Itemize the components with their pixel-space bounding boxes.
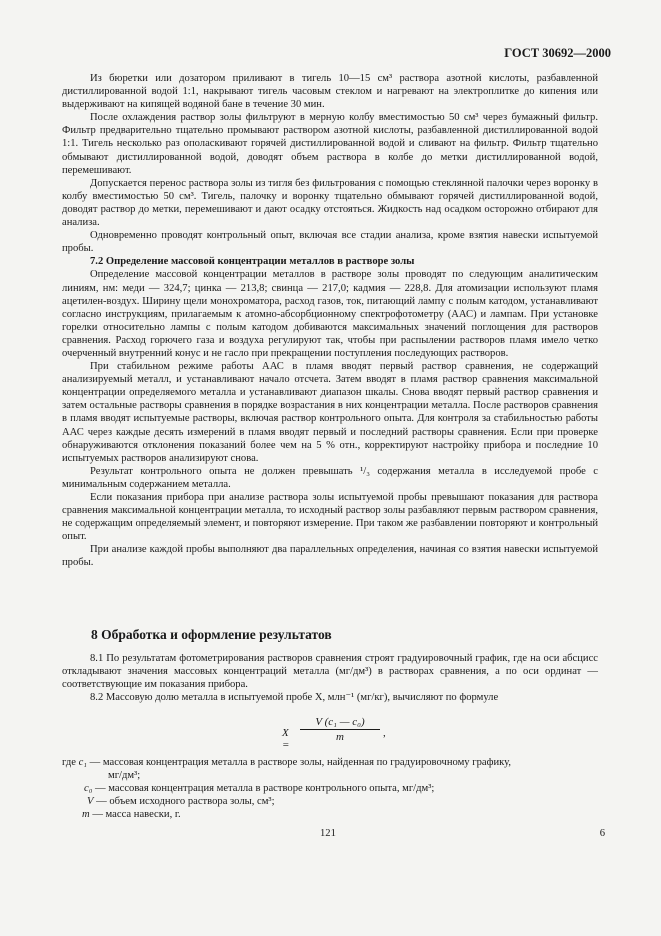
subsection-heading: 7.2 Определение массовой концентрации металлов в растворе золы <box>90 256 415 268</box>
definition-item <box>62 782 602 795</box>
page-number: 121 <box>320 828 336 839</box>
definition-item <box>62 795 602 808</box>
paragraph: Одновременно проводят контрольный опыт, включая все стадии анализа, кроме взятия навески испытуемой пробы. <box>62 230 598 255</box>
formula-numerator: V (c₁ — c₀) <box>300 716 380 730</box>
definition-text: — массовая концентрация металла в растворе контрольного опыта, мг/дм³; <box>95 783 435 795</box>
paragraph: После охлаждения раствор золы фильтруют в мерную колбу вместимостью 50 см³ через бумажный фильтр. Фильтр предварительно тщательно промывают раствором азотной кислоты, разбавленной дистиллированной водой 1:1. Тигель несколько раз ополаскивают горячей дистиллированной водой и сливают на фильтр. Фильтр тщательно обмывают дистиллированной водой, доводят объем раствора в колбе до метки дистиллированной водой, перемешивают. <box>62 112 598 176</box>
body-block-a <box>62 72 598 570</box>
definition-symbol: V <box>87 796 94 808</box>
paragraph: Результат контрольного опыта не должен превышать ¹/₃ содержания металла в исследуемой пробе с минимальным содержанием металла. <box>62 465 598 490</box>
section-title: 8 Обработка и оформление результатов <box>91 627 332 642</box>
paragraph: При анализе каждой пробы выполняют два параллельных определения, начиная со взятия навески испытуемой пробы. <box>62 544 598 569</box>
definition-symbol: c₁ <box>78 757 87 768</box>
definition-prefix: где <box>62 757 76 768</box>
sheet-number: 6 <box>599 828 605 839</box>
paragraph: Если показания прибора при анализе раствора золы испытуемой пробы превышают показания для раствора сравнения максимальной концентрации металла, то исходный раствор золы разбавляют первым раствором сравнения, не содержащим определяемый элемент, и повторяют измерение. При таком же разбавлении повторяют и контрольный опыт. <box>62 492 598 543</box>
definition-continuation: мг/дм³; <box>108 770 141 782</box>
definitions-list <box>62 756 602 821</box>
definition-text: — объем исходного раствора золы, см³; <box>96 796 275 808</box>
definition-symbol: c₀ <box>84 783 93 795</box>
definition-text: — массовая концентрация металла в растворе золы, найденная по градуировочному графику, <box>89 757 511 768</box>
paragraph: 8.2 Массовую долю металла в испытуемой пробе X, млн⁻¹ (мг/кг), вычисляют по формуле <box>90 692 499 704</box>
body-block-c <box>62 652 598 704</box>
paragraph: Определение массовой концентрации металлов в растворе золы проводят по следующим аналитическим линиям, нм: меди — 324,7; цинка — 213,8; свинца — 217,0; кадмия — 228,8. Для атомизации используют пламя ацетилен-воздух. Ширину щели монохроматора, расход газов, ток, питающий лампу с полым катодом, устанавливают согласно инструкциям, прилагаемым к атомно-абсорбционному спектрофотометру (ААС) и лампам. При установке горелки относительно лампы с полым катодом добиваются максимальных значений поглощения для растворов сравнения. Расход горючего газа и воздуха регулируют так, чтобы при распылении растворов пламя имело четко очерченный внутренний конус и не гасло при прекращении поступления последующих растворов. <box>62 269 598 359</box>
formula-lhs: X = <box>282 727 290 751</box>
paragraph: Из бюретки или дозатором приливают в тигель 10—15 см³ раствора азотной кислоты, разбавленной дистиллированной водой 1:1, накрывают тигель часовым стеклом и нагревают на электроплитке до кипения или выдерживают на кипящей водяной бане в течение 30 мин. <box>62 73 598 111</box>
definition-item <box>62 808 602 821</box>
document-header-id: ГОСТ 30692—2000 <box>504 46 611 60</box>
definition-symbol: m <box>82 809 90 821</box>
formula-denominator: m <box>336 731 344 743</box>
paragraph: Допускается перенос раствора золы из тигля без фильтрования с помощью стеклянной палочки через воронку в колбу вместимостью 50 см³. Тигель, палочку и воронку тщательно обмывают горячей дистиллированной водой, доводят раствор до метки, перемешивают и дают осадку отстояться. Жидкость над осадком осторожно отбирают для анализа. <box>62 177 598 229</box>
definition-item <box>62 756 602 769</box>
paragraph: 8.1 По результатам фотометрирования растворов сравнения строят градуировочный график, где на оси абсцисс откладывают значения массовых концентраций металла (мг/дм³) в растворах сравнения, а по оси ординат — соответствующие им показания прибора. <box>62 653 598 691</box>
formula-trail: , <box>383 727 386 739</box>
paragraph: При стабильном режиме работы ААС в пламя вводят первый раствор сравнения, не содержащий анализируемый металл, и устанавливают начало отсчета. Затем вводят в пламя раствор сравнения максимальной концентрации определяемого металла и устанавливают диапазон шкалы. Снова вводят первый раствор сравнения и затем остальные растворы сравнения в порядке возрастания в них концентрации металла. После растворов сравнения в пламя вводят испытуемые растворы, включая раствор контрольного опыта. Для контроля за стабильностью работы ААС через каждые десять измерений в пламя вводят первый и последний растворы сравнения. Если при проверке обнаруживаются отклонения показаний более чем на 5 % отн., корректируют настройку прибора и последние 10 испытуемых растворов анализируют снова. <box>62 361 598 464</box>
formula-fraction <box>300 716 380 743</box>
definition-text: — масса навески, г. <box>92 809 181 821</box>
